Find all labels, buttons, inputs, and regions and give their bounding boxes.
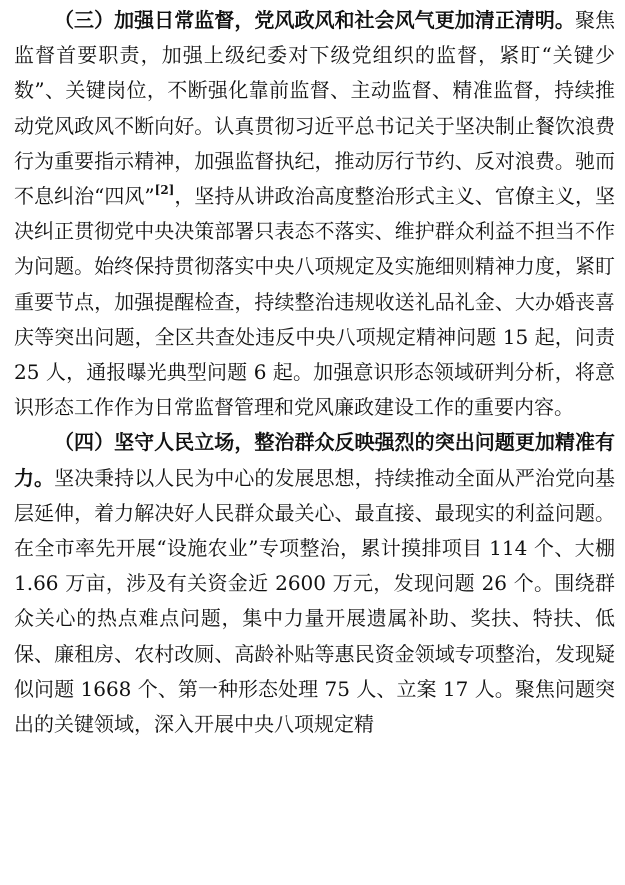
paragraph-3-body-part2: ，坚持从讲政治高度整治形式主义、官僚主义，坚决纠正贯彻党中央决策部署只表态不落实、维护群众利益不担当不作为问题。始终保持贯彻落实中央八项规定及实施细则精神力度，紧盯重要节点，加强提醒检查，持续整治违规收送礼品礼金、大办婚丧喜庆等突出问题，全区共查处违反中央八项规定精神问题 15 起，问责 25 人，通报曝光典型问题 6 起。加强意识形态领域研判分析，将意识形态工作作为日常监督管理和党风廉政建设工作的重要内容。	[14, 184, 616, 420]
paragraph-4-body: 坚决秉持以人民为中心的发展思想，持续推动全面从严治党向基层延伸，着力解决好人民群众最关心、最直接、最现实的利益问题。在全市率先开展“设施农业”专项整治，累计摸排项目 114 个、大棚 1.66 万亩，涉及有关资金近 2600 万元，发现问题 26 个。围绕群众关心的热点难点问题，集中力量开展遗属补助、奖扶、特扶、低保、廉租房、农村改厕、高龄补贴等惠民资金领域专项整治，发现疑似问题 1668 个、第一种形态处理 75 人、立案 17 人。聚焦问题突出的关键领域，深入开展中央八项规定精	[14, 465, 616, 737]
footnote-reference[interactable]: [2]	[154, 183, 175, 198]
section-heading-3: （三）加强日常监督，党风政风和社会风气更加清正清明。	[54, 8, 575, 32]
paragraph-3	[14, 3, 615, 425]
document-page	[0, 3, 625, 885]
section-heading-4: （四）坚守人民立场，整治群众反映强烈的突出问题更加精准有力。	[14, 430, 615, 490]
paragraph-3-body-part1: 聚焦监督首要职责，加强上级纪委对下级党组织的监督，紧盯“关键少数”、关键岗位，不断强化靠前监督、主动监督、精准监督，持续推动党风政风不断向好。认真贯彻习近平总书记关于坚决制止餐饮浪费行为重要指示精神，加强监督执纪，推动厉行节约、反对浪费。驰而不息纠治“四风”	[14, 8, 616, 209]
paragraph-4	[14, 425, 615, 742]
